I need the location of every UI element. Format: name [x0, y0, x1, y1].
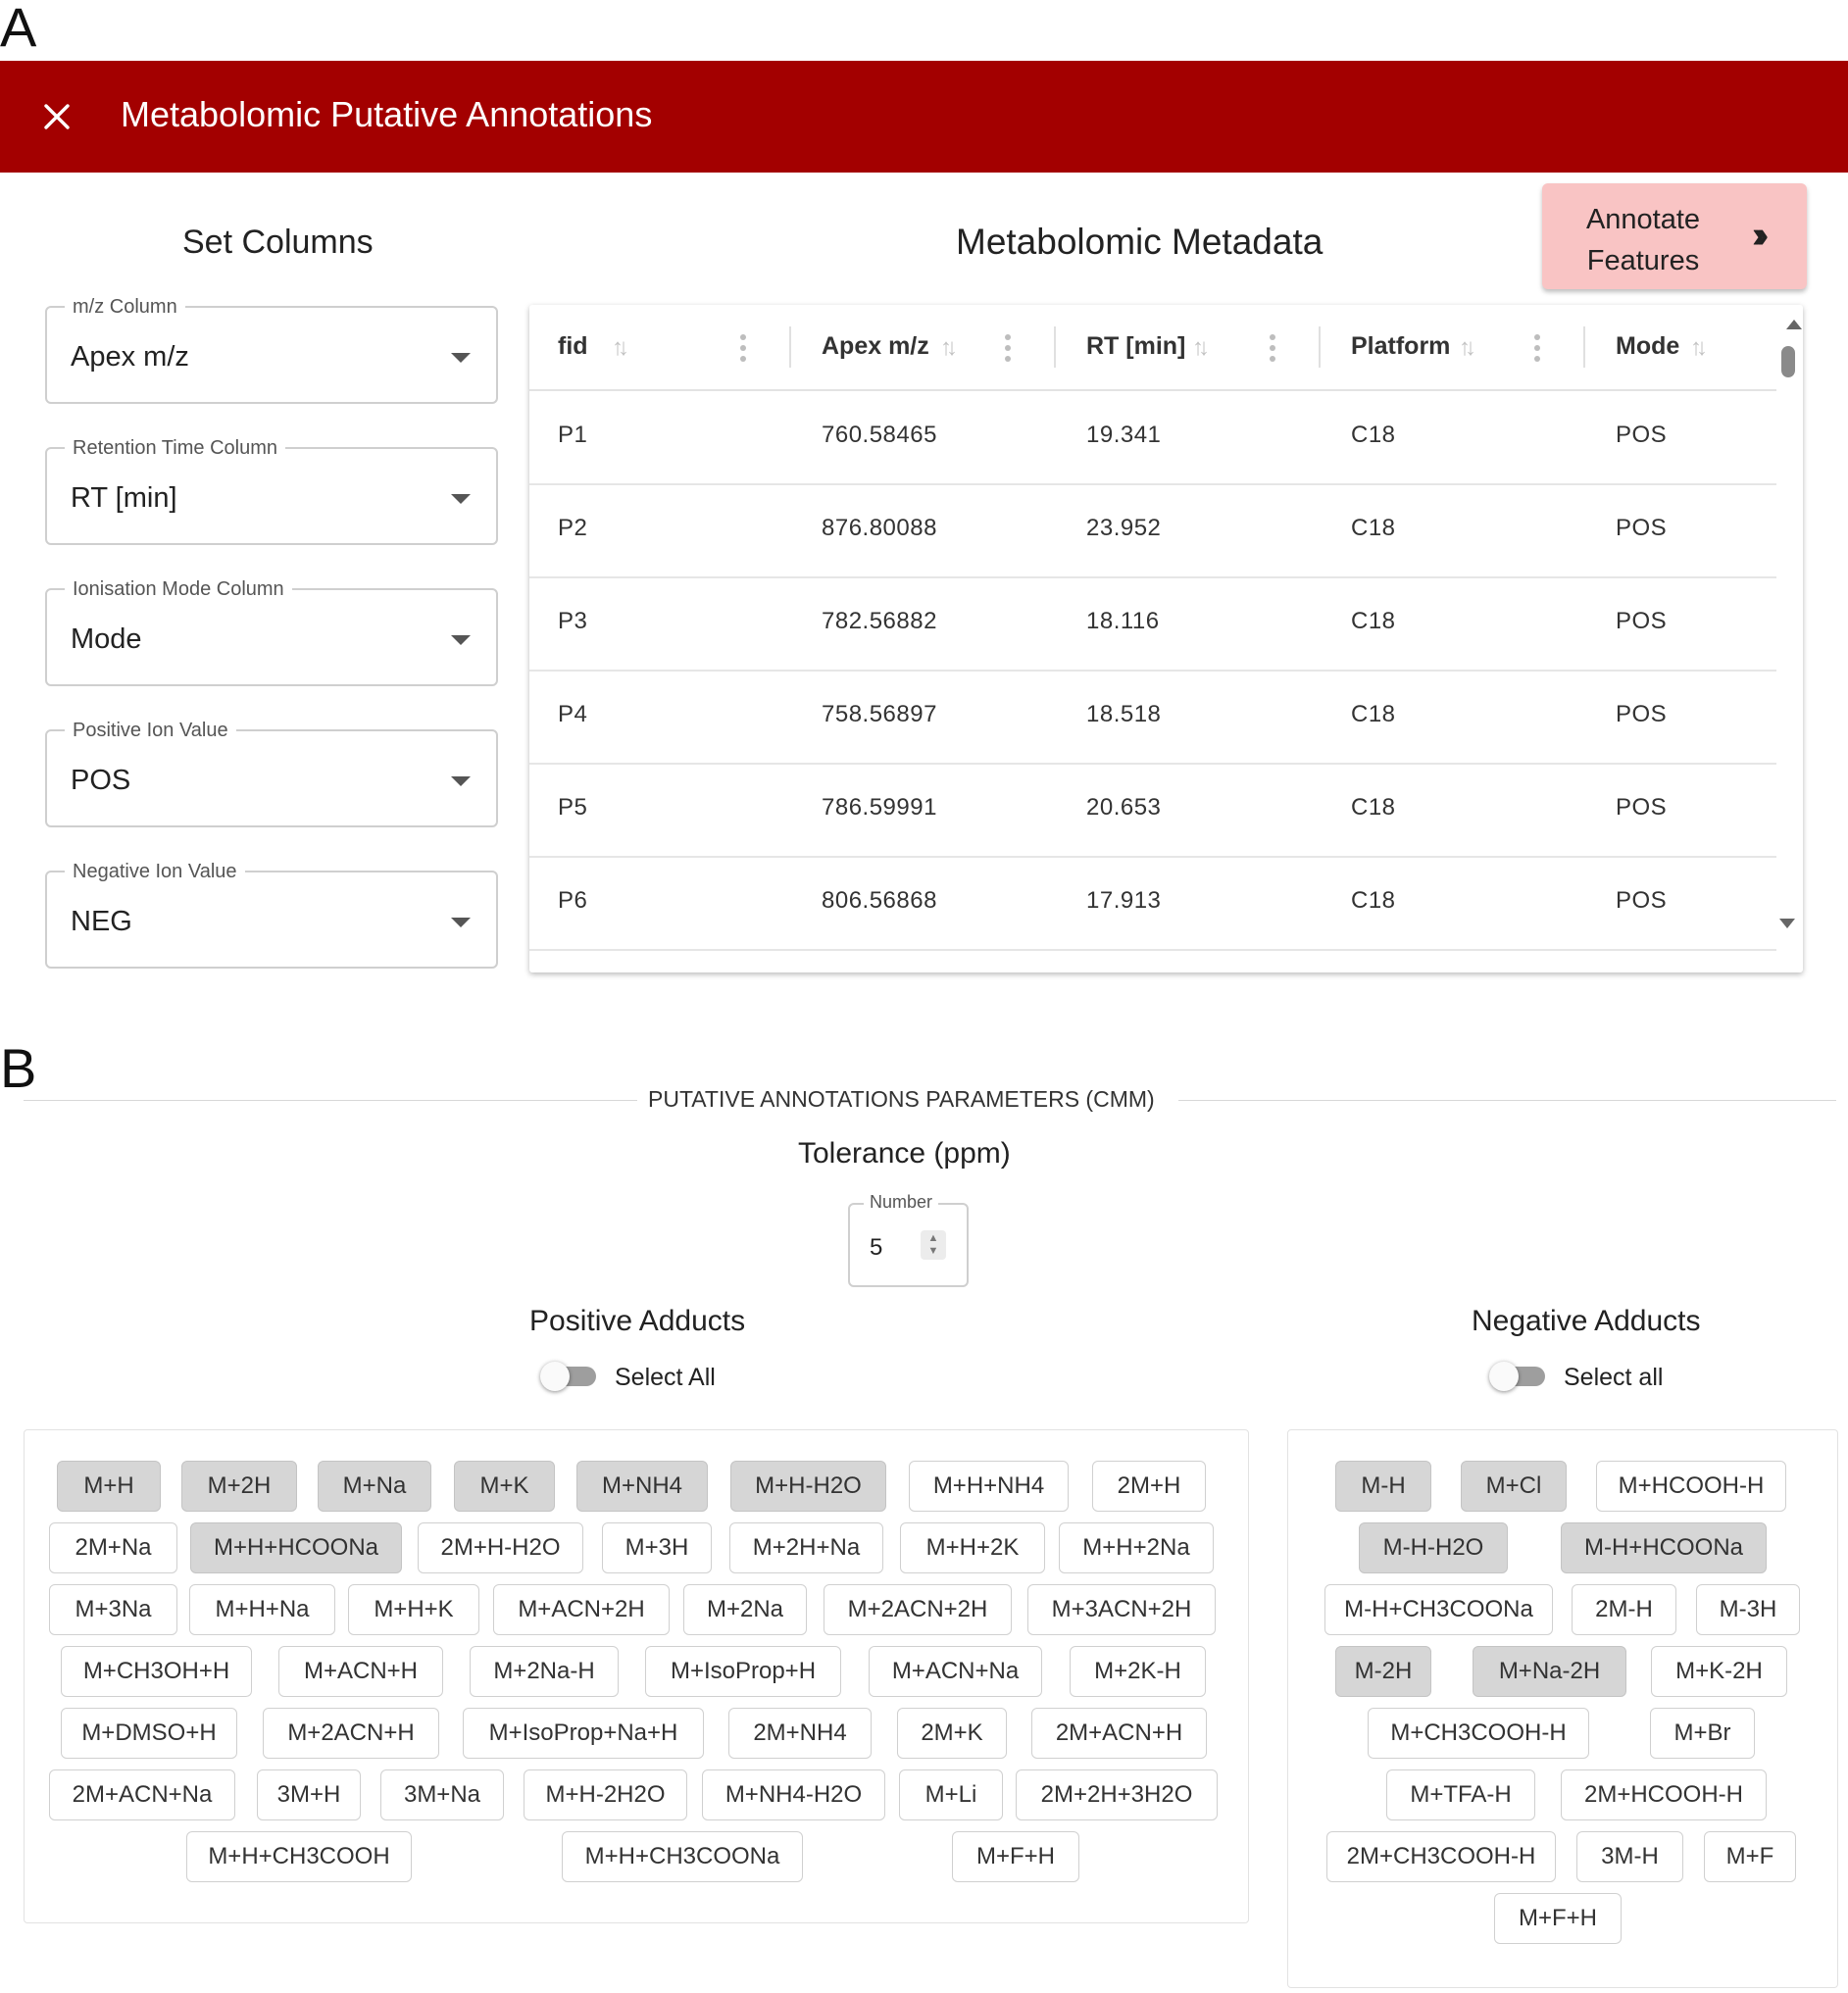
panel-label-b: B [0, 1037, 37, 1099]
field-label: Negative Ion Value [65, 859, 245, 884]
positive-adduct-chip-mplus-h[interactable]: M+H [57, 1461, 161, 1512]
cell-rt: 18.116 [1086, 608, 1160, 634]
field-value: Apex m/z [71, 341, 189, 373]
tolerance-number-label: Number [864, 1192, 938, 1213]
positive-adduct-chip-mplus-ch3ohplus-h[interactable]: M+CH3OH+H [61, 1646, 252, 1697]
negative-adduct-chip-2mplus-hcooh-h[interactable]: 2M+HCOOH-H [1561, 1769, 1767, 1820]
tolerance-number-value: 5 [870, 1234, 883, 1261]
negative-adduct-chip-m-h-h2o[interactable]: M-H-H2O [1359, 1522, 1508, 1573]
positive-select-all-label: Select All [615, 1364, 716, 1391]
positive-adduct-chip-mplus-nh4[interactable]: M+NH4 [576, 1461, 708, 1512]
positive-adduct-chip-3mplus-na[interactable]: 3M+Na [380, 1769, 504, 1820]
positive-adduct-chip-mplus-h-2h2o[interactable]: M+H-2H2O [524, 1769, 687, 1820]
cell-mode: POS [1616, 794, 1668, 821]
cell-rt: 17.913 [1086, 887, 1162, 914]
positive-adduct-chip-mplus-acnplus-h[interactable]: M+ACN+H [278, 1646, 443, 1697]
positive-adduct-chip-2mplus-h-h2o[interactable]: 2M+H-H2O [418, 1522, 583, 1573]
cell-apex-mz: 782.56882 [822, 608, 937, 634]
positive-adduct-chip-mplus-2hplus-na[interactable]: M+2H+Na [729, 1522, 883, 1573]
caret-down-icon [451, 353, 471, 363]
metadata-table [529, 305, 1803, 972]
mz-column-select[interactable] [45, 296, 498, 404]
cell-platform: C18 [1351, 701, 1396, 727]
caret-down-icon [451, 635, 471, 645]
caret-down-icon [451, 918, 471, 927]
negative-adduct-chip-m-3h[interactable]: M-3H [1696, 1584, 1800, 1635]
table-scrollbar-thumb[interactable] [1781, 346, 1795, 377]
cell-mode: POS [1616, 701, 1668, 727]
column-header-mode[interactable]: Mode [1616, 332, 1680, 360]
positive-adduct-chip-mplus-fplus-h[interactable]: M+F+H [952, 1831, 1079, 1882]
positive-adduct-chip-mplus-2na[interactable]: M+2Na [683, 1584, 807, 1635]
positive-adduct-chip-2mplus-acnplus-na[interactable]: 2M+ACN+Na [49, 1769, 235, 1820]
number-stepper-icon[interactable]: ▲ ▼ [921, 1230, 946, 1260]
column-menu-icon[interactable] [1005, 334, 1011, 367]
negative-adduct-chip-m-2h[interactable]: M-2H [1335, 1646, 1431, 1697]
negative-adduct-chip-mplus-ch3cooh-h[interactable]: M+CH3COOH-H [1368, 1708, 1589, 1759]
section-divider-right [1178, 1100, 1836, 1101]
sort-icon[interactable]: ↑↓ [1690, 334, 1702, 361]
positive-adduct-chip-2mplus-2hplus-3h2o[interactable]: 2M+2H+3H2O [1016, 1769, 1218, 1820]
column-divider [1319, 326, 1321, 368]
positive-adduct-chip-mplus-hplus-k[interactable]: M+H+K [348, 1584, 479, 1635]
cell-apex-mz: 786.59991 [822, 794, 937, 821]
positive-adduct-chip-3mplus-h[interactable]: 3M+H [257, 1769, 361, 1820]
positive-adduct-chip-mplus-dmsoplus-h[interactable]: M+DMSO+H [61, 1708, 237, 1759]
panel-label-a: A [0, 0, 37, 58]
cell-fid: P3 [558, 608, 588, 634]
table-row[interactable] [529, 390, 1776, 485]
positive-adduct-chip-mplus-isopropplus-naplus-h[interactable]: M+IsoProp+Na+H [463, 1708, 704, 1759]
cell-platform: C18 [1351, 608, 1396, 634]
positive-adduct-chip-mplus-acnplus-2h[interactable]: M+ACN+2H [493, 1584, 670, 1635]
column-divider [789, 326, 791, 368]
field-label: Retention Time Column [65, 435, 285, 461]
negative-adduct-chip-mplus-f[interactable]: M+F [1704, 1831, 1796, 1882]
field-value: POS [71, 765, 131, 796]
positive-adducts-title: Positive Adducts [529, 1305, 746, 1337]
positive-adduct-chip-mplus-isopropplus-h[interactable]: M+IsoProp+H [645, 1646, 841, 1697]
sort-icon[interactable]: ↑↓ [940, 334, 952, 361]
cell-platform: C18 [1351, 422, 1396, 448]
table-row[interactable] [529, 763, 1776, 858]
cell-platform: C18 [1351, 794, 1396, 821]
column-header-platform[interactable]: Platform [1351, 332, 1451, 360]
retention-time-column-select[interactable] [45, 437, 498, 545]
cell-fid: P2 [558, 515, 588, 541]
positive-adduct-chip-mplus-2acnplus-h[interactable]: M+2ACN+H [263, 1708, 439, 1759]
column-header-apex-mz[interactable]: Apex m/z [822, 332, 929, 360]
positive-adduct-chip-mplus-k[interactable]: M+K [454, 1461, 555, 1512]
field-label: m/z Column [65, 294, 185, 320]
app-title: Metabolomic Putative Annotations [121, 94, 653, 134]
positive-adduct-chip-mplus-hplus-2k[interactable]: M+H+2K [900, 1522, 1045, 1573]
scroll-down-arrow-icon[interactable] [1779, 919, 1795, 928]
ionisation-mode-column-select[interactable] [45, 578, 498, 686]
positive-adduct-chip-mplus-li[interactable]: M+Li [899, 1769, 1003, 1820]
field-label: Ionisation Mode Column [65, 576, 292, 602]
negative-adduct-chip-2mplus-ch3cooh-h[interactable]: 2M+CH3COOH-H [1326, 1831, 1556, 1882]
field-value: RT [min] [71, 482, 177, 514]
positive-adduct-chip-mplus-2acnplus-2h[interactable]: M+2ACN+2H [824, 1584, 1012, 1635]
positive-adduct-chip-2mplus-na[interactable]: 2M+Na [49, 1522, 177, 1573]
tolerance-title: Tolerance (ppm) [798, 1137, 1011, 1170]
sort-icon[interactable]: ↑↓ [1459, 334, 1471, 361]
toggle-knob[interactable] [1489, 1362, 1519, 1391]
positive-adduct-chip-2mplus-k[interactable]: 2M+K [897, 1708, 1007, 1759]
positive-adduct-chip-mplus-2k-h[interactable]: M+2K-H [1070, 1646, 1206, 1697]
negative-adduct-chip-mplus-tfa-h[interactable]: M+TFA-H [1386, 1769, 1535, 1820]
caret-down-icon [451, 494, 471, 504]
cell-rt: 23.952 [1086, 515, 1162, 541]
column-menu-icon[interactable] [1270, 334, 1275, 367]
toggle-knob[interactable] [540, 1362, 570, 1391]
cell-rt: 19.341 [1086, 422, 1162, 448]
positive-adduct-chip-mplus-hplus-ch3coona[interactable]: M+H+CH3COONa [562, 1831, 803, 1882]
negative-adduct-chip-mplus-fplus-h[interactable]: M+F+H [1494, 1893, 1622, 1944]
cell-apex-mz: 876.80088 [822, 515, 937, 541]
cell-fid: P6 [558, 887, 588, 914]
table-row[interactable] [529, 483, 1776, 578]
cell-mode: POS [1616, 887, 1668, 914]
table-header [529, 305, 1776, 391]
positive-adduct-chip-mplus-3na[interactable]: M+3Na [49, 1584, 177, 1635]
positive-adduct-chip-mplus-hplus-nh4[interactable]: M+H+NH4 [909, 1461, 1069, 1512]
positive-adduct-chip-mplus-hplus-2na[interactable]: M+H+2Na [1059, 1522, 1214, 1573]
positive-adduct-chip-2mplus-acnplus-h[interactable]: 2M+ACN+H [1031, 1708, 1207, 1759]
negative-adduct-chip-mplus-na-2h[interactable]: M+Na-2H [1473, 1646, 1626, 1697]
positive-adduct-chip-mplus-acnplus-na[interactable]: M+ACN+Na [869, 1646, 1042, 1697]
negative-adduct-chip-mplus-hcooh-h[interactable]: M+HCOOH-H [1596, 1461, 1786, 1512]
positive-adduct-chip-2mplus-h[interactable]: 2M+H [1092, 1461, 1206, 1512]
tolerance-number-input[interactable] [848, 1192, 969, 1287]
positive-adduct-chip-mplus-hplus-ch3cooh[interactable]: M+H+CH3COOH [186, 1831, 412, 1882]
negative-adduct-chip-m-hplus-ch3coona[interactable]: M-H+CH3COONa [1324, 1584, 1553, 1635]
table-row[interactable] [529, 856, 1776, 951]
column-divider [1583, 326, 1585, 368]
cell-apex-mz: 806.56868 [822, 887, 937, 914]
scroll-up-arrow-icon[interactable] [1786, 320, 1802, 329]
positive-adduct-chip-mplus-hplus-na[interactable]: M+H+Na [189, 1584, 335, 1635]
cell-fid: P1 [558, 422, 588, 448]
column-header-fid[interactable]: fid [558, 332, 588, 360]
cell-platform: C18 [1351, 887, 1396, 914]
cell-rt: 20.653 [1086, 794, 1162, 821]
field-label: Positive Ion Value [65, 718, 236, 743]
cell-fid: P4 [558, 701, 588, 727]
negative-adduct-chip-3m-h[interactable]: 3M-H [1576, 1831, 1683, 1882]
cell-apex-mz: 758.56897 [822, 701, 937, 727]
set-columns-title: Set Columns [182, 224, 374, 261]
positive-adduct-chip-mplus-3acnplus-2h[interactable]: M+3ACN+2H [1027, 1584, 1216, 1635]
positive-adduct-chip-mplus-na[interactable]: M+Na [318, 1461, 431, 1512]
column-header-rt[interactable]: RT [min] [1086, 332, 1186, 360]
table-row[interactable] [529, 670, 1776, 765]
column-divider [1054, 326, 1056, 368]
negative-adduct-chip-m-hplus-hcoona[interactable]: M-H+HCOONa [1561, 1522, 1767, 1573]
table-row[interactable] [529, 576, 1776, 672]
caret-down-icon [451, 776, 471, 786]
positive-adduct-chip-mplus-2na-h[interactable]: M+2Na-H [470, 1646, 619, 1697]
cell-platform: C18 [1351, 515, 1396, 541]
positive-adduct-chip-2mplus-nh4[interactable]: 2M+NH4 [728, 1708, 872, 1759]
cell-mode: POS [1616, 515, 1668, 541]
sort-icon[interactable]: ↑↓ [612, 334, 624, 361]
cell-mode: POS [1616, 422, 1668, 448]
double-chevron-right-icon: ›› [1752, 215, 1762, 256]
column-menu-icon[interactable] [740, 334, 746, 367]
positive-adduct-chip-mplus-hplus-hcoona[interactable]: M+H+HCOONa [190, 1522, 402, 1573]
field-value: NEG [71, 906, 132, 937]
metadata-title: Metabolomic Metadata [956, 222, 1324, 262]
negative-adduct-chip-mplus-k-2h[interactable]: M+K-2H [1651, 1646, 1787, 1697]
negative-adduct-chip-mplus-cl[interactable]: M+Cl [1461, 1461, 1567, 1512]
column-menu-icon[interactable] [1534, 334, 1540, 367]
annotate-features-label: Annotate Features [1585, 204, 1701, 276]
cell-mode: POS [1616, 608, 1668, 634]
negative-ion-value-select[interactable] [45, 861, 498, 969]
positive-adduct-chip-mplus-2h[interactable]: M+2H [181, 1461, 297, 1512]
cell-fid: P5 [558, 794, 588, 821]
positive-adduct-chip-mplus-nh4-h2o[interactable]: M+NH4-H2O [702, 1769, 885, 1820]
positive-adduct-chip-mplus-h-h2o[interactable]: M+H-H2O [730, 1461, 886, 1512]
negative-adduct-chip-mplus-br[interactable]: M+Br [1650, 1708, 1755, 1759]
field-value: Mode [71, 623, 142, 655]
cell-rt: 18.518 [1086, 701, 1162, 727]
negative-adduct-chip-2m-h[interactable]: 2M-H [1572, 1584, 1676, 1635]
cell-apex-mz: 760.58465 [822, 422, 937, 448]
positive-adduct-chip-mplus-3h[interactable]: M+3H [602, 1522, 712, 1573]
negative-adducts-title: Negative Adducts [1472, 1305, 1701, 1337]
positive-ion-value-select[interactable] [45, 720, 498, 827]
annotate-features-button[interactable] [1542, 183, 1807, 289]
sort-icon[interactable]: ↑↓ [1192, 334, 1204, 361]
section-divider-left [24, 1100, 637, 1101]
negative-select-all-label: Select all [1564, 1364, 1664, 1391]
negative-adduct-chip-m-h[interactable]: M-H [1335, 1461, 1431, 1512]
close-icon[interactable] [35, 84, 78, 149]
parameters-section-title: PUTATIVE ANNOTATIONS PARAMETERS (CMM) [648, 1086, 1155, 1112]
